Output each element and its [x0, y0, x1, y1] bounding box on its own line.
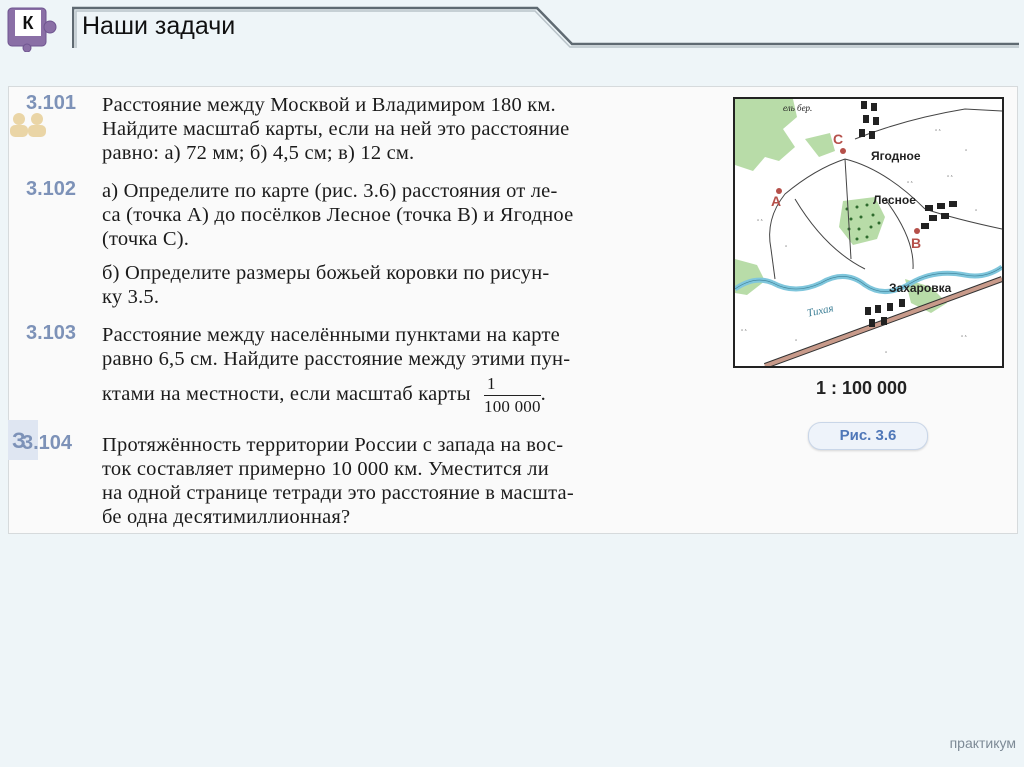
map-point-c-label: C — [833, 131, 844, 147]
problem-number: 3.103 — [26, 322, 77, 344]
problem-number: 3.101 — [26, 92, 77, 114]
svg-text:ꞈ: ꞈ — [885, 347, 887, 353]
problem-line: Расстояние между Москвой и Владимиром 180 км. — [102, 94, 556, 116]
svg-text:ꞈ ꞈ: ꞈ ꞈ — [907, 177, 913, 183]
problem-line: ток составляет примерно 10 000 км. Уместится ли — [102, 458, 549, 480]
problem-line: Найдите масштаб карты, если на ней это расстояние — [102, 118, 570, 140]
svg-text:ꞈ: ꞈ — [795, 335, 797, 341]
fraction-tail: . — [540, 383, 546, 406]
map-drawing — [735, 99, 1002, 366]
map-point-a-label: A — [771, 193, 782, 209]
village-lesnoe — [921, 201, 957, 229]
problem-line: (точка C). — [102, 228, 190, 250]
map-label-yagodnoe: Ягодное — [871, 149, 921, 163]
problem-line: а) Определите по карте (рис. 3.6) расстояния от ле- — [102, 180, 558, 202]
svg-text:З: З — [12, 428, 26, 453]
problem-text — [102, 323, 694, 416]
page-title: Наши задачи — [82, 12, 236, 40]
village-yagodnoe — [859, 101, 879, 139]
problem-text — [102, 93, 694, 165]
problem-text — [102, 179, 694, 309]
logo-letter: К — [15, 10, 41, 36]
map-label-river: Тихая — [806, 302, 835, 320]
problem-line: ку 3.5. — [102, 286, 160, 308]
river — [735, 267, 1002, 292]
svg-text:ꞈ: ꞈ — [965, 145, 967, 151]
map-label-forest: ель бер. — [783, 103, 813, 113]
fraction-denominator: 100 000 — [484, 397, 541, 416]
map-point-b-label: B — [911, 235, 922, 251]
svg-text:ꞈ: ꞈ — [785, 241, 787, 247]
svg-text:ꞈ ꞈ: ꞈ ꞈ — [741, 325, 747, 331]
problem-line — [102, 375, 694, 416]
topographic-map — [733, 97, 1004, 368]
svg-text:ꞈ ꞈ: ꞈ ꞈ — [947, 171, 953, 177]
problem-line-text: ктами на местности, если масштаб карты — [102, 383, 471, 406]
problem-text — [102, 433, 694, 529]
problem-line: са (точка A) до посёлков Лесное (точка B) и Ягодное — [102, 204, 574, 226]
scale-fraction — [484, 375, 541, 416]
problem-line: равно: а) 72 мм; б) 4,5 см; в) 12 см. — [102, 142, 415, 164]
footer-label: практикум — [949, 735, 1016, 751]
forest-area — [735, 259, 765, 295]
svg-text:ꞈ ꞈ: ꞈ ꞈ — [961, 331, 967, 337]
problem-number: 3.102 — [26, 178, 77, 200]
forest-area — [805, 133, 835, 157]
map-label-lesnoe: Лесное — [873, 193, 916, 207]
problem-line: бе одна десятимиллионная? — [102, 506, 351, 528]
svg-text:ꞈ: ꞈ — [975, 205, 977, 211]
svg-text:ꞈ ꞈ: ꞈ ꞈ — [935, 125, 941, 131]
problem-line: Расстояние между населёнными пунктами на карте — [102, 324, 560, 346]
map-scale: 1 : 100 000 — [816, 378, 908, 398]
village-zakharovka — [865, 299, 905, 327]
fraction-numerator: 1 — [484, 375, 541, 396]
problem-number: 3.104 — [22, 432, 73, 454]
svg-text:ꞈ ꞈ: ꞈ ꞈ — [757, 215, 763, 221]
problem-line: равно 6,5 см. Найдите расстояние между этими пун- — [102, 348, 571, 370]
problem-line: б) Определите размеры божьей коровки по рисун- — [102, 262, 550, 284]
figure-caption: Рис. 3.6 — [808, 422, 928, 450]
map-label-zakharovka: Захаровка — [889, 281, 952, 295]
problem-line: Протяжённость территории России с запада на вос- — [102, 434, 564, 456]
problem-line: на одной странице тетради это расстояние в масшта- — [102, 482, 574, 504]
